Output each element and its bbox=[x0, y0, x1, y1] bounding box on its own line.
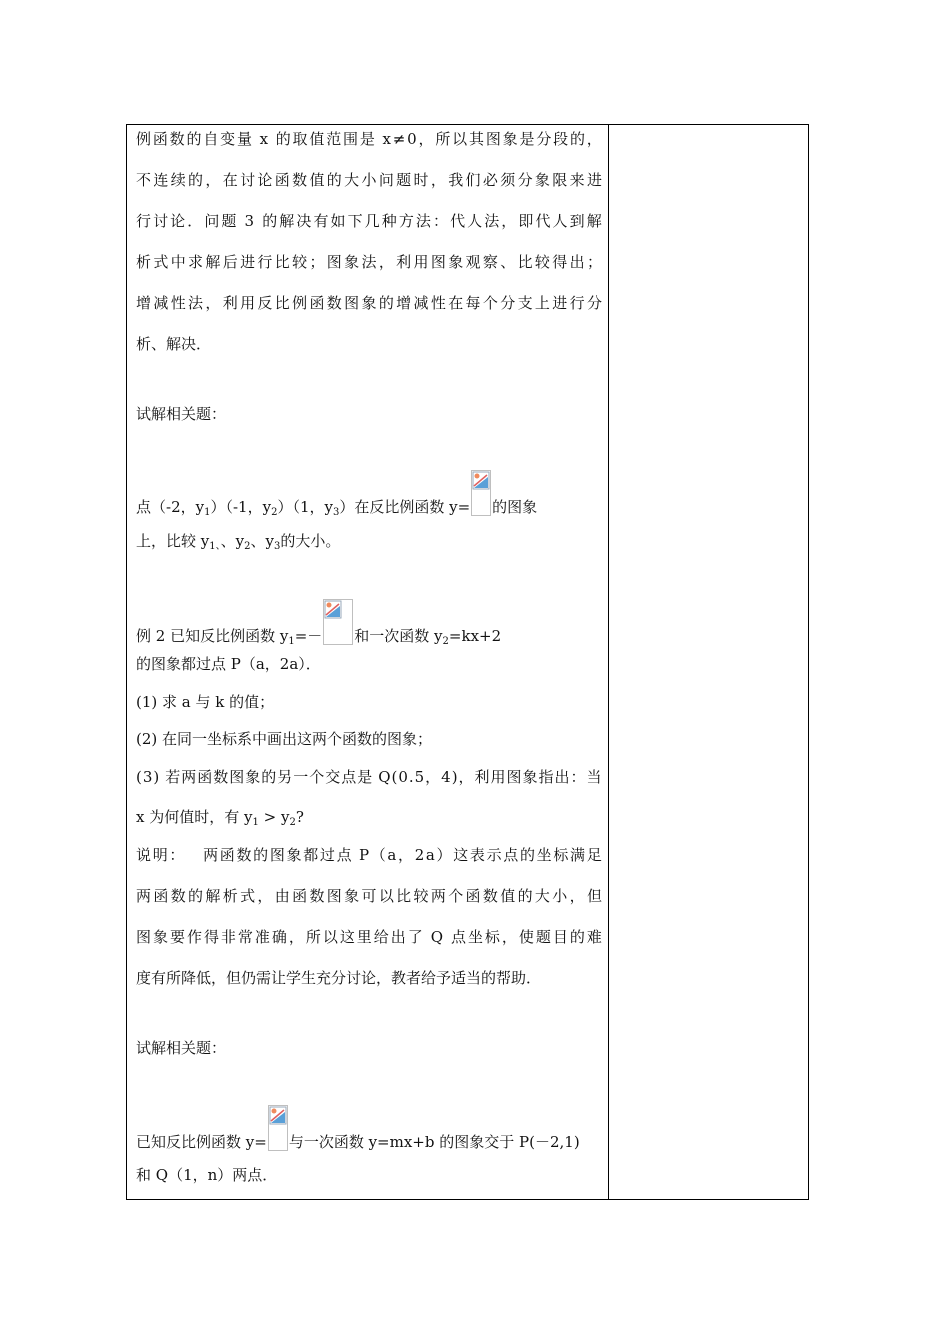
related-problem-line-2: 和 Q（1，n）两点． bbox=[136, 1166, 278, 1184]
problem-1-line-2: 上，比较 $y_{1、}$、$y_2$、$y_3$的大小。 bbox=[136, 532, 341, 552]
question-3: ( 3 ) 若 两 函 数 图 象 的 另 一 个 交 点 是 Q ( 0 . 5 ， 4 ) ， 利 用 图 象 指 出 ： 当 bbox=[136, 768, 602, 786]
text-line-3: 行 讨 论 ． 问 题 3 的 解 决 有 如 下 几 种 方 法 ： 代 人 法 ， 即 代 人 到 解 bbox=[136, 212, 602, 230]
broken-image-icon bbox=[268, 1105, 288, 1151]
related-problem-line: 已知反比例函数 y= 与一次函数 y=mx+b 的图象交于 P(－2,1) bbox=[136, 1105, 580, 1152]
column-divider bbox=[608, 124, 609, 1200]
example-2-line: 例 2 已知反比例函数 $y_1=-$ 和一次函数 $y_2=kx+2$ bbox=[136, 599, 501, 646]
section-heading-try-2: 试解相关题： bbox=[136, 1039, 227, 1057]
text-line-6: 析、解决． bbox=[136, 335, 212, 353]
note-line-1: 说 明 ： 两 函 数 的 图 象 都 过 点 P （ a ， 2 a ） 这 表 示 点 的 坐 标 满 足 bbox=[136, 846, 602, 864]
broken-image-icon bbox=[323, 599, 353, 645]
question-3-line-2: x 为何值时，有 $y_1 > y_2$? bbox=[136, 808, 304, 828]
text-line-5: 增 减 性 法 ， 利 用 反 比 例 函 数 图 象 的 增 减 性 在 每 个 分 支 上 进 行 分 bbox=[136, 294, 602, 312]
problem-1-line: 点（-2，$y_1)(-1$，$y_2)(1$，$y_3$）在反比例函数 y= 的图象 bbox=[136, 470, 537, 517]
question-1: (1) 求 a 与 k 的值； bbox=[136, 693, 275, 711]
note-line-4: 度有所降低，但仍需让学生充分讨论，教者给予适当的帮助． bbox=[136, 969, 542, 987]
note-line-3: 图 象 要 作 得 非 常 准 确 ， 所 以 这 里 给 出 了 Q 点 坐 标 ， 使 题 目 的 难 bbox=[136, 928, 602, 946]
section-heading-try-1: 试解相关题： bbox=[136, 405, 227, 423]
example-2-line-2: 的图象都过点 P（a，2a）． bbox=[136, 655, 321, 673]
text-line-4: 析 式 中 求 解 后 进 行 比 较 ； 图 象 法 ， 利 用 图 象 观 察 、 比 较 得 出 ； bbox=[136, 253, 602, 271]
note-line-2: 两 函 数 的 解 析 式 ， 由 函 数 图 象 可 以 比 较 两 个 函 数 值 的 大 小 ， 但 bbox=[136, 887, 602, 905]
broken-image-icon bbox=[471, 470, 491, 516]
question-2: (2) 在同一坐标系中画出这两个函数的图象； bbox=[136, 730, 433, 748]
text-line-2: 不 连 续 的 ， 在 讨 论 函 数 值 的 大 小 问 题 时 ， 我 们 必 须 分 象 限 来 进 bbox=[136, 171, 602, 189]
text-line-1: 例 函 数 的 自 变 量 x 的 取 值 范 围 是 x ≠ 0 ， 所 以 其 图 象 是 分 段 的 ， bbox=[136, 130, 602, 148]
